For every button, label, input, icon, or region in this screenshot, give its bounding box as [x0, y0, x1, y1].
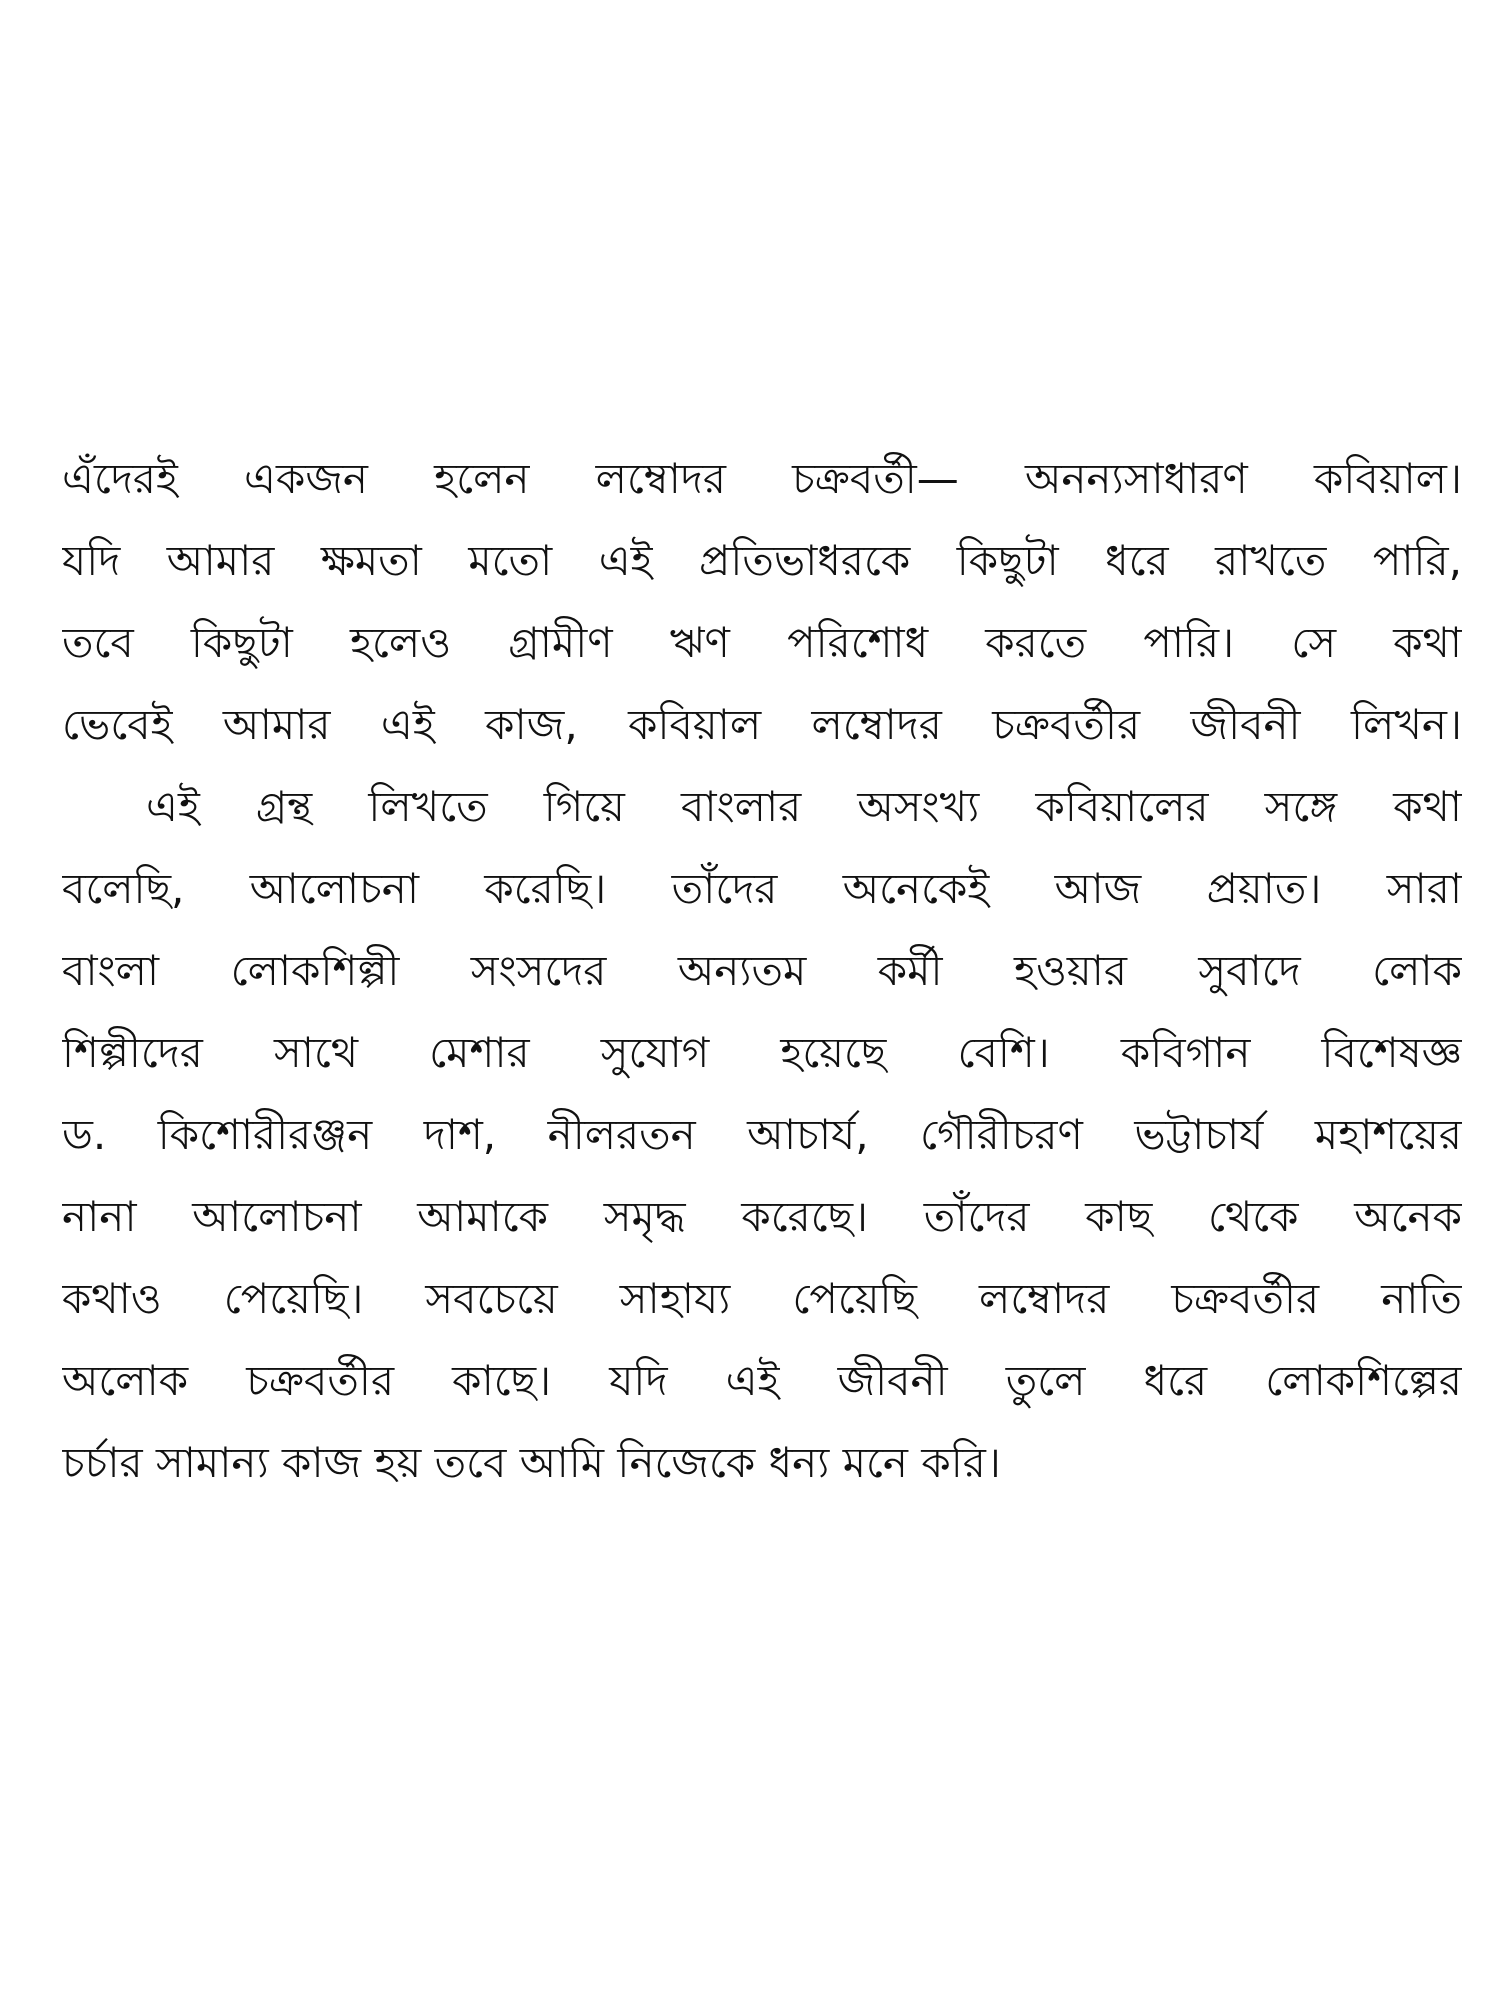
text-line: বাংলা লোকশিল্পী সংসদের অন্যতম কর্মী হওয়ার সুবাদে লোক — [62, 946, 1462, 995]
text-line: যদি আমার ক্ষমতা মতো এই প্রতিভাধরকে কিছুটা ধরে রাখতে পারি, — [62, 536, 1462, 585]
text-line: ড. কিশোরীরঞ্জন দাশ, নীলরতন আচার্য, গৌরীচরণ ভট্টাচার্য মহাশয়ের — [62, 1110, 1462, 1159]
text-line: নানা আলোচনা আমাকে সমৃদ্ধ করেছে। তাঁদের কাছ থেকে অনেক — [62, 1192, 1462, 1241]
text-line: অলোক চক্রবর্তীর কাছে। যদি এই জীবনী তুলে ধরে লোকশিল্পের — [62, 1356, 1462, 1405]
text-line: কথাও পেয়েছি। সবচেয়ে সাহায্য পেয়েছি লম্বোদর চক্রবর্তীর নাতি — [62, 1274, 1462, 1323]
text-line: তবে কিছুটা হলেও গ্রামীণ ঋণ পরিশোধ করতে পারি। সে কথা — [62, 618, 1462, 667]
text-line: ভেবেই আমার এই কাজ, কবিয়াল লম্বোদর চক্রবর্তীর জীবনী লিখন। — [62, 700, 1462, 749]
body-text — [62, 438, 1462, 1504]
text-line: এই গ্রন্থ লিখতে গিয়ে বাংলার অসংখ্য কবিয়ালের সঙ্গে কথা — [146, 782, 1462, 831]
text-line: চর্চার সামান্য কাজ হয় তবে আমি নিজেকে ধন্য মনে করি। — [62, 1438, 1001, 1487]
text-line: শিল্পীদের সাথে মেশার সুযোগ হয়েছে বেশি। কবিগান বিশেষজ্ঞ — [62, 1028, 1462, 1077]
text-line: বলেছি, আলোচনা করেছি। তাঁদের অনেকেই আজ প্রয়াত। সারা — [62, 864, 1462, 913]
text-line: এঁদেরই একজন হলেন লম্বোদর চক্রবর্তী— অনন্যসাধারণ কবিয়াল। — [62, 454, 1462, 503]
